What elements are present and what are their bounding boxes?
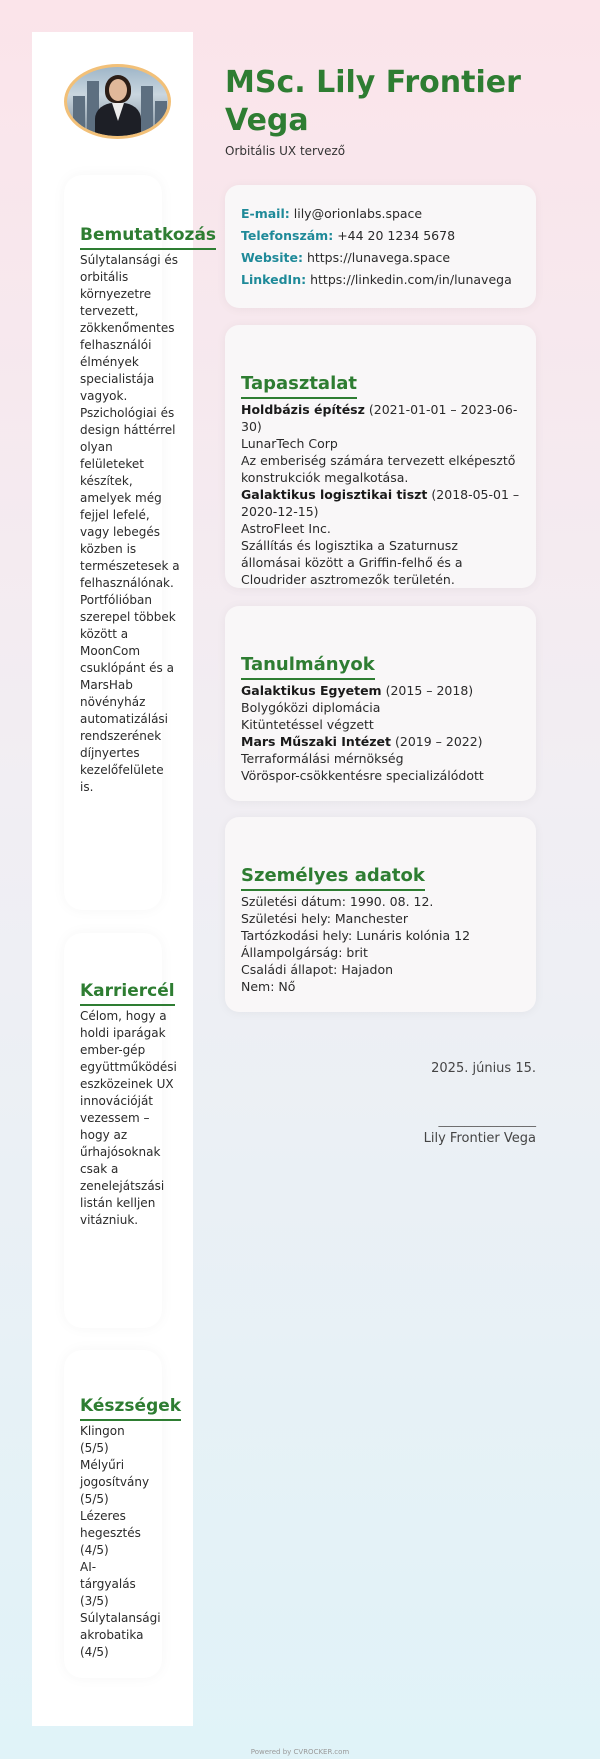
goal-card [64, 933, 177, 1328]
experience-title: Tapasztalat [241, 373, 357, 399]
profile-photo [64, 64, 171, 139]
signature-name: Lily Frontier Vega [423, 1131, 536, 1146]
education-item [241, 733, 520, 784]
experience-role: Holdbázis építész [241, 401, 365, 417]
skill-item: Mélyűri jogosítvány (5/5) [80, 1458, 150, 1507]
experience-card [225, 325, 536, 588]
experience-role: Galaktikus logisztikai tiszt [241, 486, 428, 502]
skills-card [64, 1350, 182, 1678]
skills-title: Készségek [80, 1396, 181, 1421]
skill-item: Súlytalansági akrobatika (4/5) [80, 1611, 161, 1660]
about-title: Bemutatkozás [80, 225, 216, 250]
website-link[interactable]: https://lunavega.space [306, 250, 451, 265]
about-card [64, 175, 217, 910]
experience-dates: (2021-01-01 – 2023-06-30) [241, 401, 518, 434]
education-dates: (2015 – 2018) [385, 682, 474, 698]
experience-item [241, 401, 520, 486]
education-degree: Terraformálási mérnökség [241, 750, 404, 766]
education-card [225, 606, 536, 801]
education-item [241, 682, 520, 733]
linkedin-link[interactable]: https://linkedin.com/in/lunavega [310, 272, 512, 287]
website-label: Website: [241, 250, 303, 265]
personal-card [225, 817, 536, 1012]
experience-item [241, 486, 520, 588]
personal-title: Személyes adatok [241, 865, 425, 891]
education-note: Kitüntetéssel végzett [241, 716, 374, 732]
footer-credit[interactable]: Powered by CVROCKER.com [250, 1748, 350, 1756]
contact-email [241, 203, 520, 225]
contact-linkedin [241, 269, 520, 291]
experience-desc: Szállítás és logisztika a Szaturnusz állomásai között a Griffin-felhő és a Cloudrider asztromezők területén. [241, 537, 463, 587]
personal-item: Születési dátum: 1990. 08. 12. [241, 893, 434, 909]
goal-title: Karriercél [80, 981, 175, 1006]
personal-item: Tartózkodási hely: Lunáris kolónia 12 [241, 927, 471, 943]
phone-value[interactable]: +44 20 1234 5678 [337, 228, 456, 243]
phone-label: Telefonszám: [241, 228, 334, 243]
job-title: Orbitális UX tervező [225, 144, 346, 158]
education-degree: Bolygóközi diplomácia [241, 699, 381, 715]
experience-company: AstroFleet Inc. [241, 520, 331, 536]
education-school: Galaktikus Egyetem [241, 682, 382, 698]
linkedin-label: LinkedIn: [241, 272, 307, 287]
personal-list [241, 893, 520, 995]
education-title: Tanulmányok [241, 654, 375, 680]
signature-line: _______________ [438, 1113, 536, 1128]
contact-phone [241, 225, 520, 247]
skill-item: Lézeres hegesztés (4/5) [80, 1509, 141, 1558]
signature-date: 2025. június 15. [431, 1061, 536, 1076]
education-note: Vöröspor-csökkentésre specializálódott [241, 767, 484, 783]
email-label: E-mail: [241, 206, 290, 221]
personal-item: Állampolgárság: brit [241, 944, 368, 960]
experience-desc: Az emberiség számára tervezett elképesztő konstrukciók megalkotása. [241, 452, 516, 485]
skill-item: Klingon (5/5) [80, 1424, 125, 1456]
education-school: Mars Műszaki Intézet [241, 733, 391, 749]
education-dates: (2019 – 2022) [394, 733, 483, 749]
contact-website [241, 247, 520, 269]
about-text: Súlytalansági és orbitális környezetre tervezett, zökkenőmentes felhasználói élmények specialistája vagyok. Pszichológiai és design háttérrel olyan felületeket készítek, amelyek még fejjel lefelé, vagy lebegés közben is természetesek a felhasználónak. Portfólióban szerepel többek között a MoonCom csuklópánt és a MarsHab növényház automatizálási rendszerének díjnyertes kezelőfelülete is. [80, 253, 180, 795]
goal-text: Célom, hogy a holdi iparágak ember-gép együttműködési eszközeinek UX innovációját vezessem – hogy az űrhajósoknak csak a zenelejátszási listán kelljen vitázniuk. [80, 1009, 177, 1228]
experience-company: LunarTech Corp [241, 435, 338, 451]
personal-item: Családi állapot: Hajadon [241, 961, 394, 977]
personal-item: Születési hely: Manchester [241, 910, 408, 926]
experience-dates: (2018-05-01 – 2020-12-15) [241, 486, 520, 519]
page-title: MSc. Lily Frontier Vega [225, 65, 521, 138]
skills-list [80, 1423, 161, 1661]
contact-card [225, 185, 536, 308]
personal-item: Nem: Nő [241, 978, 296, 994]
skill-item: AI-tárgyalás (3/5) [80, 1560, 136, 1609]
email-value[interactable]: lily@orionlabs.space [293, 206, 423, 221]
